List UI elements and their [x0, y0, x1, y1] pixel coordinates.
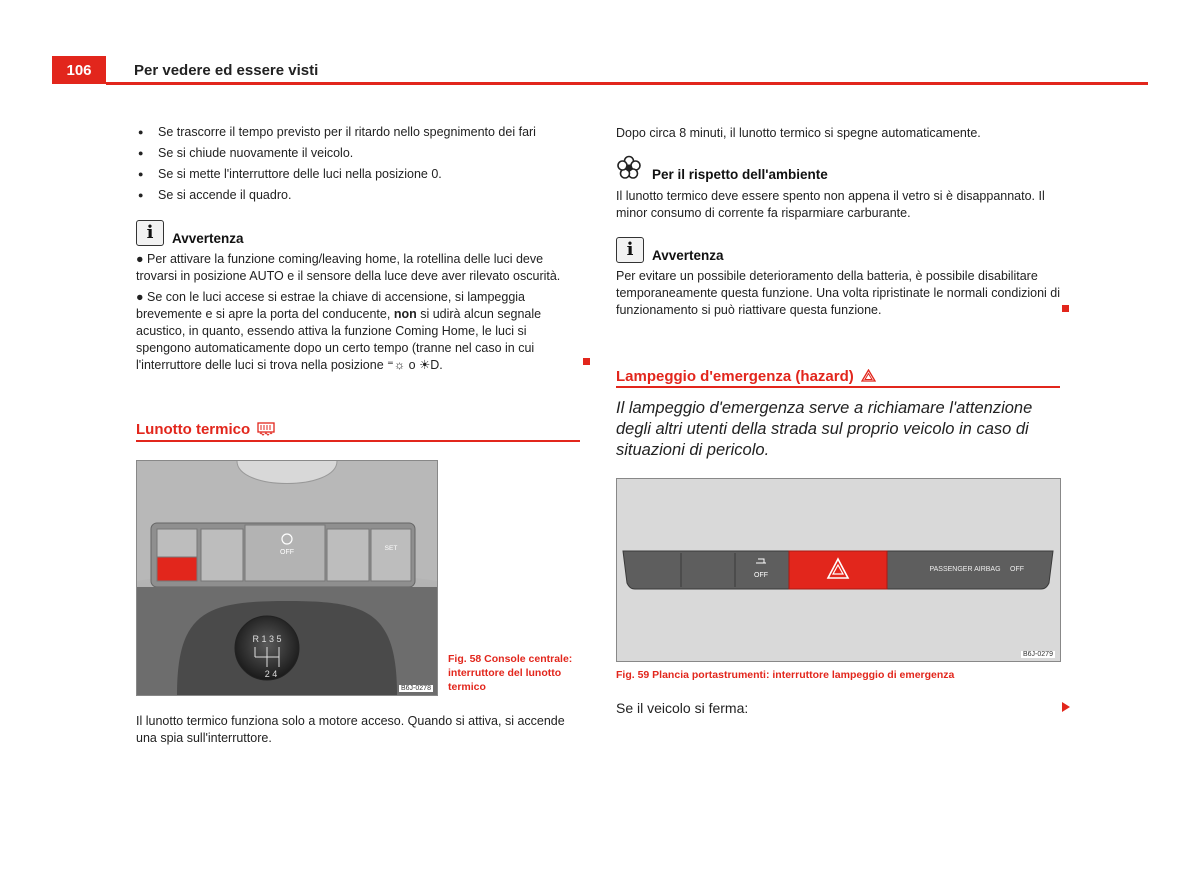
warning-text-2	[136, 289, 580, 374]
list-item: ● Se si accende il quadro.	[136, 187, 586, 204]
chapter-title: Per vedere ed essere visti	[134, 62, 319, 79]
section-rule	[136, 440, 580, 442]
rear-defrost-icon	[257, 422, 275, 436]
passenger-airbag-label: PASSENGER AIRBAG	[929, 566, 1001, 573]
warning-text-part: ● Se con le luci accese si estrae la chiave di accensione, si lampeggia brevemente e si apre la porta del conducente,	[136, 290, 526, 321]
warning-title: Avvertenza	[172, 231, 244, 246]
figure-tag: B6J-0278	[401, 685, 431, 692]
flower-icon	[616, 155, 642, 181]
list-item: ● Se si mette l'interruttore delle luci nella posizione 0.	[136, 166, 586, 183]
off-label: OFF	[280, 549, 294, 556]
warning-text-part: si udirà alcun segnale acustico, in quanto, essendo attiva la funzione Coming Home, le luci si spengono automaticamente dopo un certo tempo (tranne nel caso in cui l'interruttore delle luci si trova nella posizione ⁼☼ o ☀D.	[136, 307, 542, 372]
intro-text: Dopo circa 8 minuti, il lunotto termico si spegne automaticamente.	[616, 126, 981, 140]
lead-text: Il lampeggio d'emergenza serve a richiamare l'attenzione degli altri utenti della strada sul proprio veicolo in caso di situazioni di pericolo.	[616, 399, 1033, 459]
figure-caption: Fig. 59 Plancia portastrumenti: interruttore lampeggio di emergenza	[616, 669, 955, 681]
section-title-text: Lampeggio d'emergenza (hazard)	[616, 368, 854, 385]
section-end-mark	[583, 358, 590, 365]
figure-tag: B6J-0279	[1023, 651, 1053, 658]
env-title: Per il rispetto dell'ambiente	[652, 167, 828, 182]
dashboard-drawing	[617, 479, 1060, 661]
airbag-off-label: OFF	[1010, 566, 1024, 573]
body-text: Il lunotto termico funziona solo a motore acceso. Quando si attiva, si accende una spia sull'interruttore.	[136, 714, 565, 745]
env-text: Il lunotto termico deve essere spento non appena il vetro si è disappannato. Il minor consumo di corrente fa risparmiare carburante.	[616, 189, 1045, 220]
gear-label-top: R 1 3 5	[252, 634, 282, 644]
console-illustration	[136, 460, 438, 696]
section-end-mark	[1062, 305, 1069, 312]
gear-label-bottom: 2 4	[264, 669, 278, 679]
figure-caption: Fig. 58 Console centrale: interruttore del lunotto termico	[448, 653, 573, 693]
list-item: ● Se si chiude nuovamente il veicolo.	[136, 145, 586, 162]
set-label: SET	[384, 545, 398, 552]
info-icon: i	[616, 237, 644, 263]
continue-arrow-icon	[1061, 701, 1071, 713]
warning-text: Per evitare un possibile deterioramento della batteria, è possibile disabilitare temporaneamente questa funzione. Una volta ripristinate le normali condizioni di funzionamento si può riattivare questa funzione.	[616, 269, 1061, 317]
console-drawing	[137, 461, 437, 695]
section-title-rear-defrost	[136, 421, 275, 438]
hazard-triangle-icon	[861, 369, 876, 382]
warning-text-bold: non	[393, 307, 417, 321]
header-rule	[106, 82, 1148, 85]
dashboard-illustration	[616, 478, 1061, 662]
section-rule	[616, 386, 1060, 388]
info-icon: i	[136, 220, 164, 246]
condition-list	[136, 124, 586, 208]
list-item: ● Se trascorre il tempo previsto per il ritardo nello spegnimento dei fari	[136, 124, 586, 141]
esc-off-label: OFF	[754, 572, 768, 579]
body-text: Se il veicolo si ferma:	[616, 700, 749, 716]
section-title-text: Lunotto termico	[136, 421, 251, 438]
warning-title: Avvertenza	[652, 248, 724, 263]
section-title-hazard	[616, 368, 876, 385]
page-number: 106	[52, 56, 106, 84]
warning-text-1: ● Per attivare la funzione coming/leaving home, la rotellina delle luci deve trovarsi in posizione AUTO e il sensore della luce deve aver rilevato oscurità.	[136, 252, 561, 283]
